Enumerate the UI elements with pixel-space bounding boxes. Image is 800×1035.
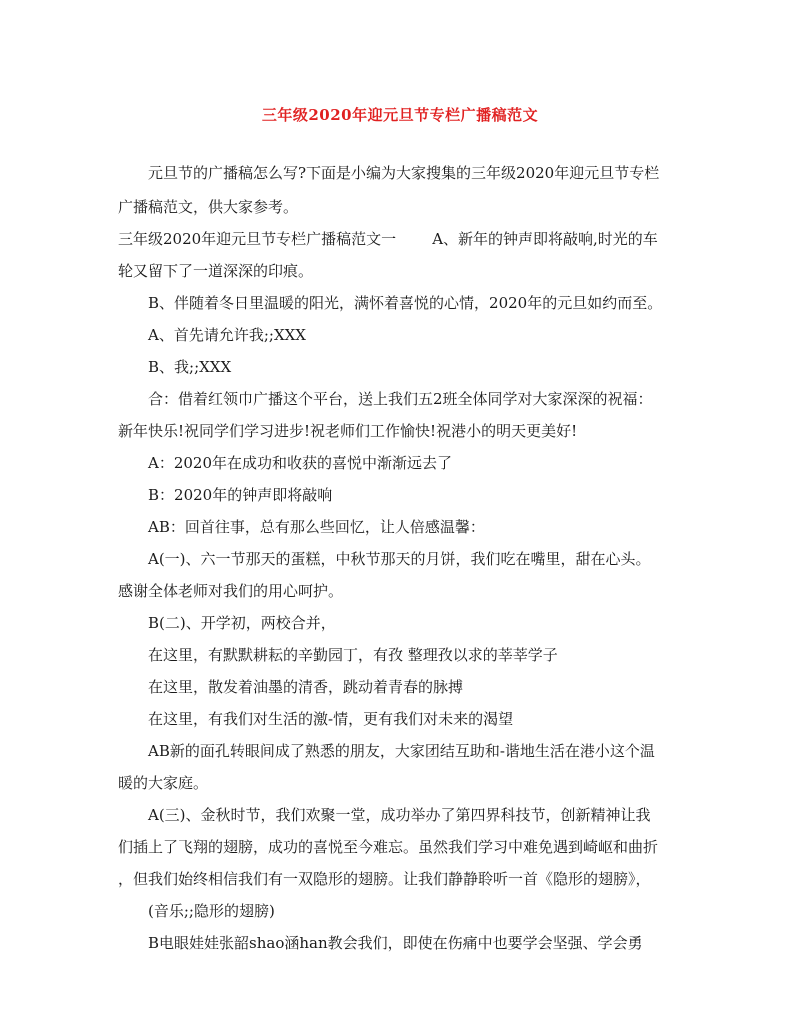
text-segment: A、新年的钟声即将敲响,时光的车 [432,230,658,248]
text-line: 在这里，散发着油墨的清香，跳动着青春的脉搏 [148,678,464,696]
text-line: 新年快乐!祝同学们学习进步!祝老师们工作愉快!祝港小的明天更美好! [118,422,578,440]
text-line: (音乐;;隐形的翅膀) [148,902,275,920]
text-line: 元旦节的广播稿怎么写?下面是小编为大家搜集的三年级2020年迎元旦节专栏 [148,164,660,182]
text-line: B、伴随着冬日里温暖的阳光，满怀着喜悦的心情，2020年的元旦如约而至。 [148,294,663,312]
text-line: 暖的大家庭。 [118,774,209,792]
text-line: ，但我们始终相信我们有一双隐形的翅膀。让我们静静聆听一首《隐形的翅膀》， [118,870,651,888]
text-line: A：2020年在成功和收获的喜悦中渐渐远去了 [148,454,453,472]
document-title: 三年级2020年迎元旦节专栏广播稿范文 [261,106,539,124]
text-line: B、我;;XXX [148,358,232,376]
text-line-combined [118,230,658,248]
text-line: A(一)、六一节那天的蛋糕，中秋节那天的月饼，我们吃在嘴里，甜在心头。 [148,550,651,568]
text-line: 在这里，有我们对生活的激-情，更有我们对未来的渴望 [148,710,514,728]
text-line: AB：回首往事，总有那么些回忆，让人倍感温馨： [148,518,485,536]
text-line: 轮又留下了一道深深的印痕。 [118,262,314,280]
text-line: B(二)、开学初，两校合并， [148,614,336,632]
text-line: AB新的面孔转眼间成了熟悉的朋友，大家团结互助和-谐地生活在港小这个温 [148,742,655,760]
text-line: 广播稿范文，供大家参考。 [118,198,299,216]
text-line: 合：借着红领巾广播这个平台，送上我们五2班全体同学对大家深深的祝福： [148,390,653,408]
section-heading: 三年级2020年迎元旦节专栏广播稿范文一 [118,230,397,248]
text-line: A、首先请允许我;;XXX [148,326,306,344]
text-line: B电眼娃娃张韶shao涵han教会我们，即使在伤痛中也要学会坚强、学会勇 [148,934,643,952]
text-line: B：2020年的钟声即将敲响 [148,486,333,504]
text-line: A(三)、金秋时节，我们欢聚一堂，成功举办了第四界科技节，创新精神让我 [148,806,651,824]
text-line: 感谢全体老师对我们的用心呵护。 [118,582,344,600]
text-line: 在这里，有默默耕耘的辛勤园丁，有孜 整理孜以求的莘莘学子 [148,646,558,664]
text-line: 们插上了飞翔的翅膀，成功的喜悦至今难忘。虽然我们学习中难免遇到崎岖和曲折 [118,838,659,856]
